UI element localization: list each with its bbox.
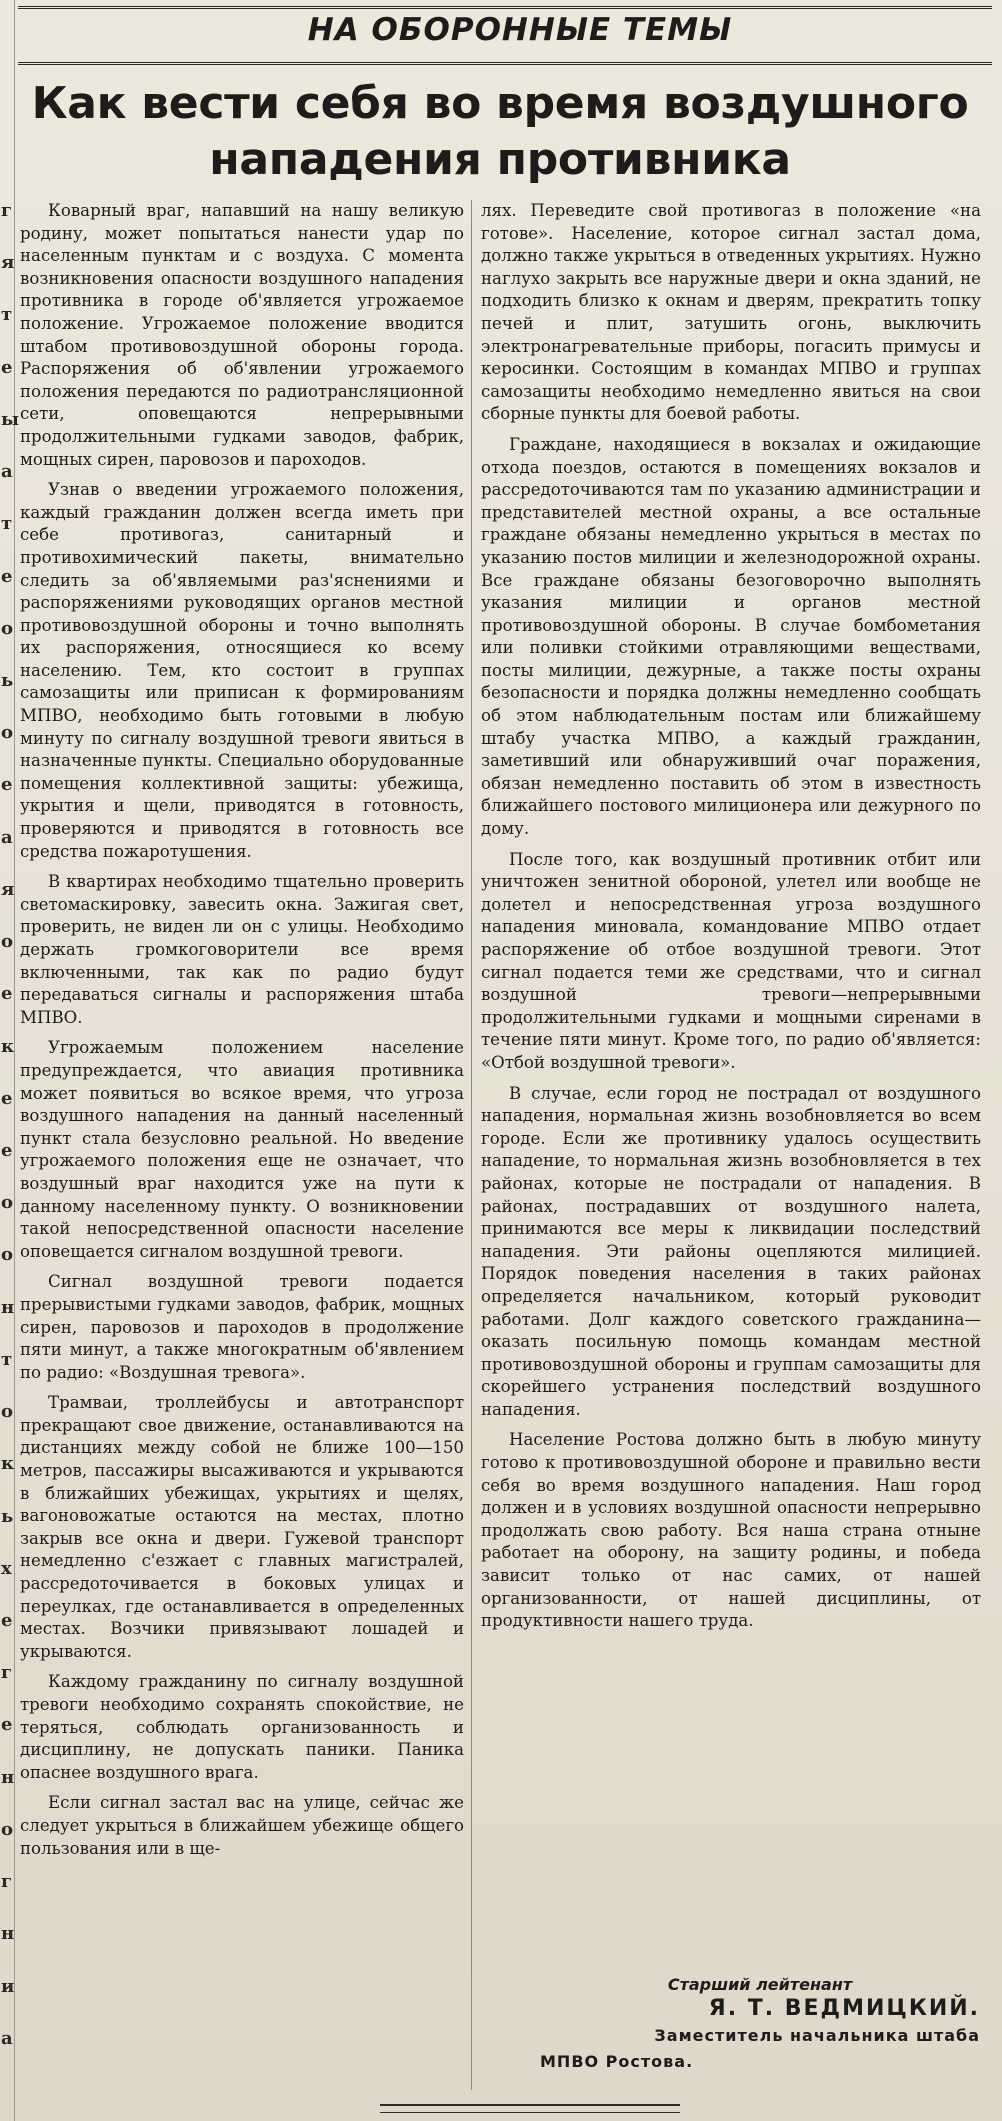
- article-paragraph: После того, как воздушный противник отбит или уничтожен зенитной обороной, улетел или вообще не долетел и непосредственная угроза воздушного нападения миновала, командование МПВО отдает распоряжение об отбое воздушной тревоги. Этот сигнал подается теми же средствами, что и сигнал воздушной тревоги—непрерывными продолжительными гудками и мощными сиренами в течение пяти минут. Кроме того, по радио об'является: «Отбой воздушной тревоги».: [481, 849, 981, 1072]
- adjacent-column-char: т: [1, 513, 13, 535]
- article-paragraph: В случае, если город не пострадал от воздушного нападения, нормальная жизнь возобновляется во всем городе. Если же противнику удалось осуществить нападение, то нормальная жизнь возобновляется в тех районах, которые не пострадали от нападения. В районах, пострадавших от воздушного налета, принимаются все меры к ликвидации последствий нападения. Эти районы оцепляются милицией. Порядок поведения населения в таких районах определяется начальником, который руководит работами. Долг каждого советского гражданина—оказать посильную помощь командам местной противовоздушной обороны и группам самозащиты для скорейшего устранения последствий воздушного нападения.: [481, 1083, 981, 1419]
- headline-line-2: нападения противника: [209, 134, 791, 185]
- adjacent-column-char: н: [1, 1923, 15, 1945]
- article-paragraph: Если сигнал застал вас на улице, сейчас же следует укрыться в ближайшем убежище общего пользования или в ще-: [20, 1793, 464, 1858]
- author-position: Заместитель начальника штаба: [654, 2026, 980, 2045]
- article-paragraph: В квартирах необходимо тщательно проверить светомаскировку, завесить окна. Зажигая свет, проверить, не виден ли он с улицы. Необходимо держать громкоговорители все время включенными, так как по радио будут передаваться сигналы и распоряжения штаба МПВО.: [20, 872, 464, 1027]
- article-column-right: [481, 200, 981, 2090]
- adjacent-column-char: ь: [1, 1505, 14, 1527]
- article-column-left: [20, 200, 464, 2090]
- author-position-org: МПВО Ростова.: [540, 2052, 694, 2071]
- adjacent-column-char: е: [1, 1140, 13, 1161]
- adjacent-column-char: о: [1, 1818, 14, 1840]
- article-paragraph: Угрожаемым положением население предупреждается, что авиация противника может появиться во всякое время, что угроза воздушного нападения на данный населенный пункт стала безусловно реальной. Но введение угрожаемого положения еще не означает, что воздушный враг находится уже на пути к данному населенному пункту. О возникновении такой непосредственной опасности население оповещается сигналом воздушной тревоги.: [20, 1038, 464, 1261]
- adjacent-column-char: е: [1, 565, 13, 587]
- rubric-bottom-rule: [18, 62, 992, 65]
- article-paragraph: Коварный враг, напавший на нашу великую родину, может попытаться нанести удар по населенным пунктам и с воздуха. С момента возникновения опасности воздушного нападения противника в городе об'является угрожаемое положение. Угрожаемое положение вводится штабом противовоздушной обороны города. Распоряжения об об'явлении угрожаемого положения передаются по радиотрансляционной сети, оповещаются непрерывными продолжительными гудками заводов, фабрик, мощных сирен, паровозов и пароходов.: [20, 201, 464, 469]
- adjacent-column-char: е: [1, 1714, 13, 1736]
- adjacent-column-char: о: [1, 722, 14, 744]
- adjacent-column-char: к: [1, 1453, 14, 1475]
- adjacent-column-char: к: [1, 1035, 14, 1057]
- headline-line-1: Как вести себя во время воздушного: [31, 78, 969, 129]
- bottom-ornament-rule: [380, 2104, 680, 2113]
- article-paragraph: Узнав о введении угрожаемого положения, каждый гражданин должен всегда иметь при себе противогаз, санитарный и противохимический пакеты, внимательно следить за об'являемыми раз'яснениями и распоряжениями руководящих органов местной противовоздушной обороны и точно выполнять их распоряжения, относящиеся ко всему населению. Тем, кто состоит в группах самозащиты или приписан к формированиям МПВО, необходимо быть готовыми в любую минуту по сигналу воздушной тревоги явиться в назначенные пункты. Специально оборудованные помещения коллективной защиты: убежища, укрытия и щели, приводятся в готовность, проверяются и приводятся в готовность все средства пожаротушения.: [20, 480, 464, 861]
- rubric-title: НА ОБОРОННЫЕ ТЕМЫ: [307, 12, 733, 48]
- article-paragraph: Население Ростова должно быть в любую минуту готово к противовоздушной обороне и правильно вести себя во время воздушного нападения. Наш город должен и в условиях воздушной опасности непрерывно продолжать свою работу. Вся наша страна отныне работает на оборону, на защиту родины, и победа зависит только от нас самих, от нашей организованности, от нашей дисциплины, от продуктивности нашего труда.: [481, 1430, 981, 1631]
- adjacent-column-char: г: [1, 200, 13, 221]
- article-paragraph: Каждому гражданину по сигналу воздушной тревоги необходимо сохранять спокойствие, не теряться, соблюдать организованность и дисциплину, не допускать паники. Паника опаснее воздушного врага.: [20, 1672, 464, 1782]
- author-signature: [540, 1975, 980, 2073]
- article-paragraph: лях. Переведите свой противогаз в положение «на готове». Население, которое сигнал застал дома, должно также укрыться в отведенных укрытиях. Нужно наглухо закрыть все наружные двери и окна зданий, не подходить близко к окнам и дверям, прекратить топку печей и плит, затушить огонь, выключить электронагревательные приборы, погасить примусы и керосинки. Состоящим в командах МПВО и группах самозащиты необходимо немедленно явиться на свои сборные пункты для боевой работы.: [481, 201, 981, 424]
- adjacent-column-char: я: [1, 252, 15, 274]
- adjacent-column-char: я: [1, 878, 15, 900]
- author-name: Я. Т. ВЕДМИЦКИЙ.: [708, 1996, 980, 2021]
- adjacent-column-char: н: [1, 1766, 15, 1788]
- adjacent-column-char: г: [1, 1662, 13, 1684]
- adjacent-column-char: е: [1, 774, 13, 796]
- adjacent-column-char: ь: [1, 670, 14, 691]
- adjacent-column-char: т: [1, 1348, 13, 1370]
- adjacent-column-char: о: [1, 1401, 14, 1423]
- adjacent-column-char: о: [1, 931, 14, 953]
- adjacent-column-char: е: [1, 1087, 13, 1109]
- rubric-top-rule: [18, 6, 992, 9]
- adjacent-column-char: а: [1, 461, 13, 483]
- adjacent-column-char: а: [1, 826, 13, 848]
- adjacent-column-char: н: [1, 1296, 15, 1318]
- adjacent-column-char: и: [1, 1975, 15, 1997]
- article-paragraph: Трамваи, троллейбусы и автотранспорт прекращают свое движение, останавливаются на дистанциях между собой не ближе 100—150 метров, пассажиры высаживаются и укрываются в ближайших убежищах, укрытиях и щелях, вагоновожатые остаются на местах, плотно закрыв все окна и двери. Гужевой транспорт немедленно с'езжает с главных магистралей, рассредоточивается в боковых улицах и переулках, где останавливается в определенных местах. Возчики привязывают лошадей и укрываются.: [20, 1393, 464, 1661]
- adjacent-column-char: а: [1, 2027, 13, 2049]
- adjacent-column-char: ы: [1, 408, 20, 430]
- adjacent-column-char: е: [1, 1610, 13, 1631]
- adjacent-column-char: о: [1, 617, 14, 639]
- article-paragraph: Сигнал воздушной тревоги подается прерывистыми гудками заводов, фабрик, мощных сирен, паровозов и пароходов в продолжение пяти минут, а также многократным об'явлением по радио: «Воздушная тревога».: [20, 1272, 464, 1382]
- adjacent-column-char: х: [1, 1557, 12, 1579]
- adjacent-column-fragment: [0, 0, 20, 2121]
- adjacent-column-char: г: [1, 1871, 13, 1893]
- adjacent-column-char: о: [1, 1192, 14, 1214]
- article-paragraph: Граждане, находящиеся в вокзалах и ожидающие отхода поездов, остаются в помещениях вокзалов и рассредоточиваются там по указанию администрации и представителей местной охраны, а все остальные граждане обязаны немедленно укрыться в местах по указанию постов милиции и железнодорожной охраны. Все граждане обязаны безоговорочно выполнять указания милиции и органов местной противовоздушной обороны. В случае бомбометания или поливки стойкими отравляющими веществами, посты милиции, дежурные, а также посты охраны безопасности и порядка должны немедленно сообщать об этом наблюдательным постам или ближайшему штабу участка МПВО, а каждый гражданин, заметивший или обнаруживший очаг поражения, обязан немедленно поставить об этом в известность ближайшего постового милиционера или дежурного по дому.: [481, 434, 981, 839]
- adjacent-column-char: е: [1, 983, 13, 1005]
- author-rank: Старший лейтенант: [667, 1975, 853, 1994]
- adjacent-column-char: е: [1, 356, 13, 378]
- adjacent-column-char: о: [1, 1244, 14, 1266]
- adjacent-column-char: т: [1, 304, 13, 326]
- column-divider: [471, 200, 472, 2090]
